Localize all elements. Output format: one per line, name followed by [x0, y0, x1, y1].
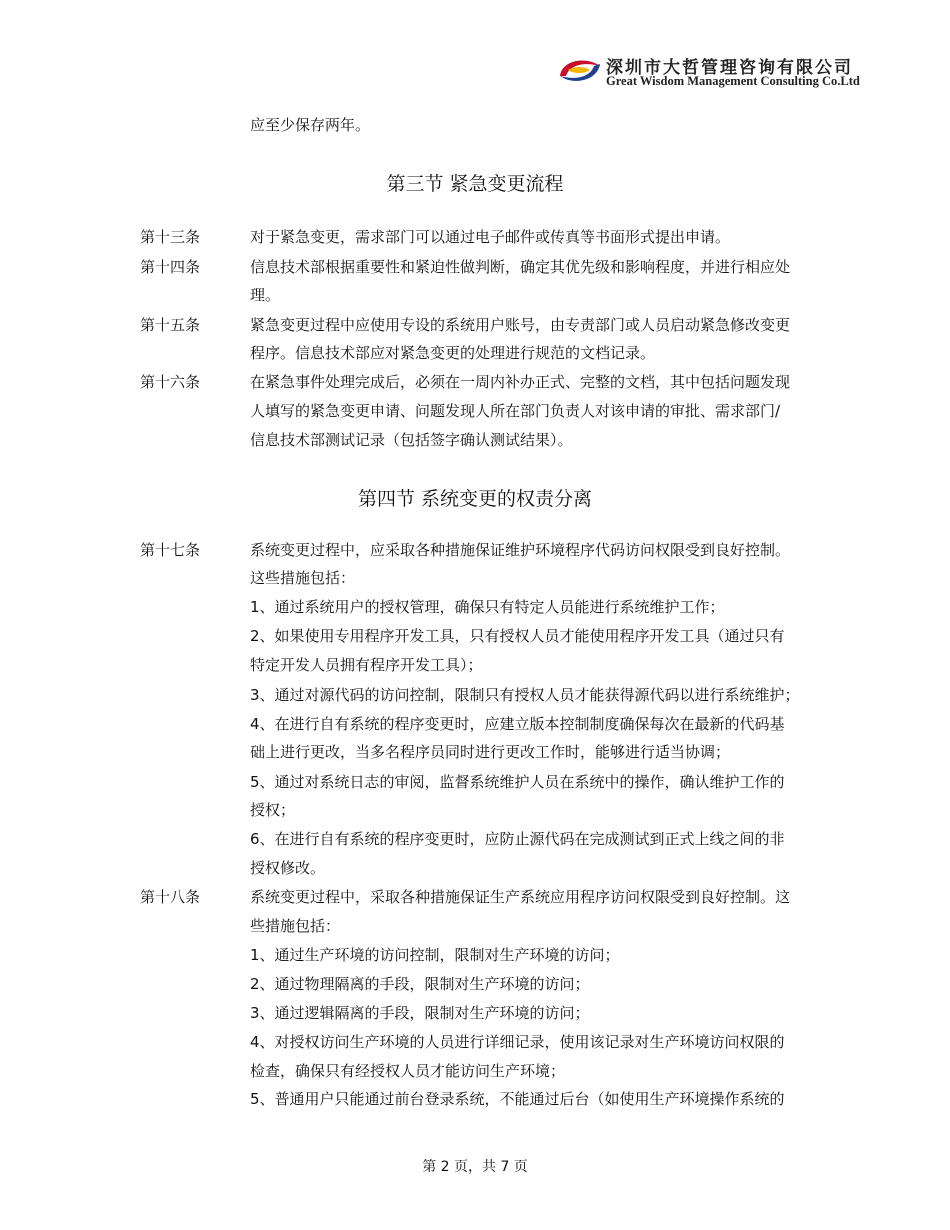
- article-text: 系统变更过程中，采取各种措施保证生产系统应用程序访问权限受到良好控制。这: [250, 888, 791, 906]
- article-text: 授权；: [250, 801, 296, 819]
- page-number: 第 2 页，共 7 页: [422, 1159, 528, 1175]
- article-text: 1、通过系统用户的授权管理，确保只有特定人员能进行系统维护工作；: [250, 598, 725, 616]
- page-header: [556, 50, 886, 92]
- company-name-cn: 深圳市大哲管理咨询有限公司: [606, 58, 853, 78]
- article-text: 2、通过物理隔离的手段，限制对生产环境的访问；: [250, 975, 590, 993]
- article-text: 6、在进行自有系统的程序变更时，应防止源代码在完成测试到正式上线之间的非: [250, 830, 785, 848]
- article-text: 3、通过对源代码的访问控制，限制只有授权人员才能获得源代码以进行系统维护；: [250, 686, 800, 704]
- article-text: 对于紧急变更，需求部门可以通过电子邮件或传真等书面形式提出申请。: [250, 228, 731, 246]
- article-text: 这些措施包括：: [250, 569, 356, 587]
- article-label: 第十三条: [140, 228, 201, 246]
- article-text: 人填写的紧急变更申请、问题发现人所在部门负责人对该申请的审批、需求部门/: [250, 402, 781, 420]
- article-text: 理。: [250, 286, 281, 304]
- article-text: 紧急变更过程中应使用专设的系统用户账号，由专责部门或人员启动紧急修改变更: [250, 316, 791, 334]
- article-text: 检查，确保只有经授权人员才能访问生产环境；: [250, 1062, 566, 1080]
- article-text: 系统变更过程中，应采取各种措施保证维护环境程序代码访问权限受到良好控制。: [250, 541, 791, 559]
- article-text: 程序。信息技术部应对紧急变更的处理进行规范的文档记录。: [250, 344, 656, 362]
- article-text: 5、通过对系统日志的审阅，监督系统维护人员在系统中的操作，确认维护工作的: [250, 773, 785, 791]
- article-text: 特定开发人员拥有程序开发工具）；: [250, 656, 483, 674]
- article-label: 第十五条: [140, 316, 201, 334]
- article-text: 些措施包括：: [250, 917, 341, 935]
- article-text: 在紧急事件处理完成后，必须在一周内补办正式、完整的文档，其中包括问题发现: [250, 373, 791, 391]
- article-text: 础上进行更改，当多名程序员同时进行更改工作时，能够进行适当协调；: [250, 743, 731, 761]
- article-text: 信息技术部测试记录（包括签字确认测试结果）。: [250, 431, 573, 449]
- company-name-en: Great Wisdom Management Consulting Co.Ltd: [606, 74, 860, 88]
- article-text: 4、在进行自有系统的程序变更时，应建立版本控制制度确保每次在最新的代码基: [250, 715, 785, 733]
- article-text: 信息技术部根据重要性和紧迫性做判断，确定其优先级和影响程度，并进行相应处: [250, 258, 791, 276]
- article-label: 第十四条: [140, 258, 201, 276]
- article-text: 4、对授权访问生产环境的人员进行详细记录，使用该记录对生产环境访问权限的: [250, 1033, 785, 1051]
- company-logo-icon: [556, 50, 604, 90]
- article-label: 第十八条: [140, 888, 201, 906]
- article-label: 第十七条: [140, 541, 201, 559]
- article-text: 2、如果使用专用程序开发工具，只有授权人员才能使用程序开发工具（通过只有: [250, 627, 785, 645]
- article-text: 1、通过生产环境的访问控制，限制对生产环境的访问；: [250, 946, 620, 964]
- section3-title: 第三节 紧急变更流程: [386, 173, 564, 195]
- article-text: 3、通过逻辑隔离的手段，限制对生产环境的访问；: [250, 1004, 590, 1022]
- intro-line: 应至少保存两年。: [250, 116, 371, 134]
- section4-title: 第四节 系统变更的权责分离: [357, 488, 593, 510]
- article-label: 第十六条: [140, 373, 201, 391]
- article-text: 授权修改。: [250, 859, 326, 877]
- article-text: 5、普通用户只能通过前台登录系统，不能通过后台（如使用生产环境操作系统的: [250, 1090, 785, 1108]
